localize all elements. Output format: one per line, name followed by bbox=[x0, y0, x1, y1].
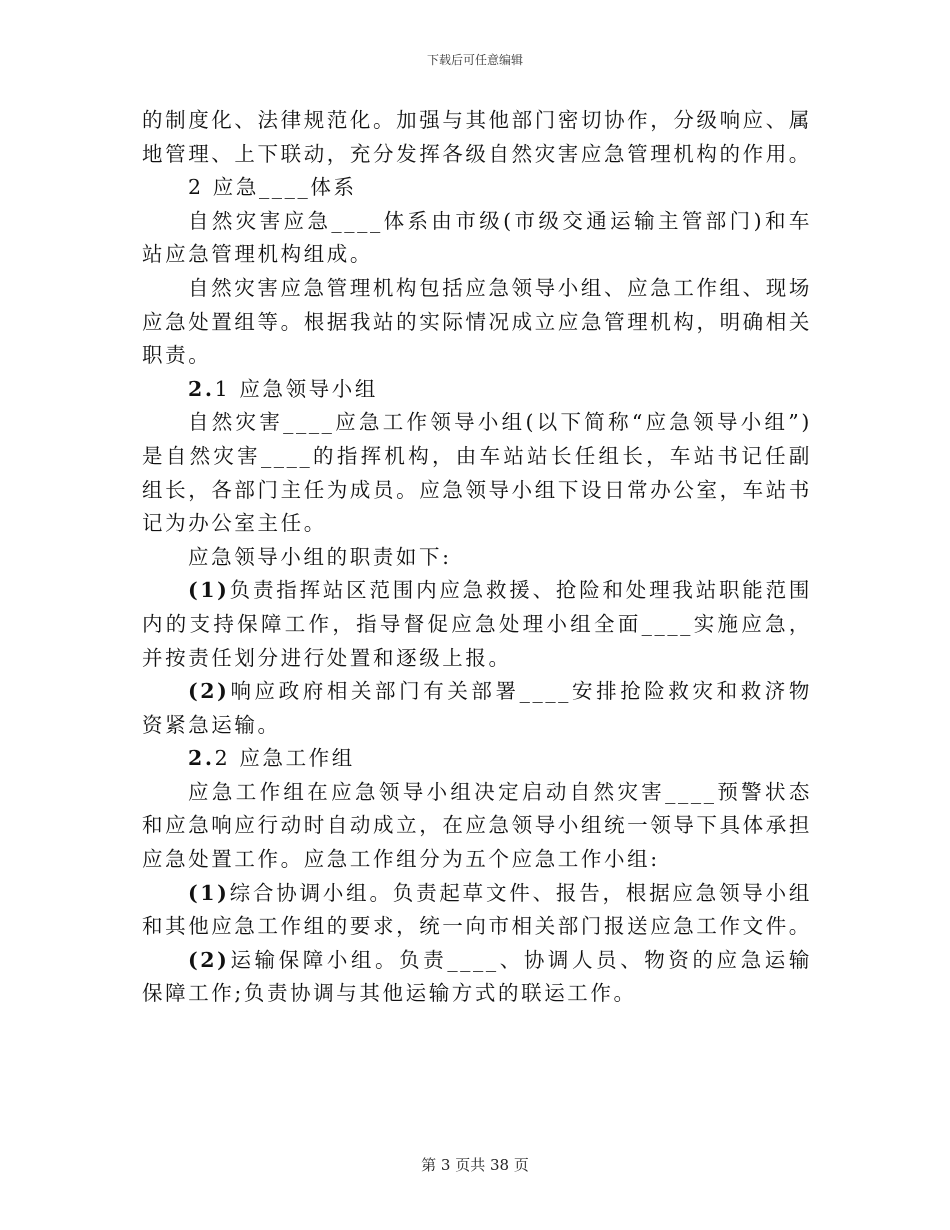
paragraph-1: 的制度化、法律规范化。加强与其他部门密切协作，分级响应、属地管理、上下联动，充分发挥各级自然灾害应急管理机构的作用。 bbox=[142, 108, 812, 166]
page-header bbox=[0, 52, 950, 68]
heading-2-2-text: 2 应急工作组 bbox=[214, 746, 355, 771]
item-number: (2) bbox=[188, 947, 230, 972]
paragraph-4: 自然灾害____应急工作领导小组(以下简称“应急领导小组”)是自然灾害____的指挥机构，由车站站长任组长，车站书记任副组长，各部门主任为成员。应急领导小组下设日常办公室，车站书记为办公室主任。 bbox=[142, 410, 812, 536]
paragraph-10 bbox=[142, 944, 812, 1011]
header-note: 下载后可任意编辑 bbox=[426, 53, 523, 67]
heading-2-2-number: 2. bbox=[188, 746, 215, 771]
paragraph-8: 应急工作组在应急领导小组决定启动自然灾害____预警状态和应急响应行动时自动成立，在应急领导小组统一领导下具体承担应急处置工作。应急工作组分为五个应急工作小组: bbox=[142, 779, 812, 872]
page-number: 第 3 页共 38 页 bbox=[421, 1156, 529, 1174]
item-number: (1) bbox=[188, 578, 230, 603]
item-text: 运输保障小组。负责____、协调人员、物资的应急运输保障工作;负责协调与其他运输方式的联运工作。 bbox=[142, 947, 812, 1006]
paragraph-6 bbox=[142, 574, 812, 675]
heading-2-1-text: 1 应急领导小组 bbox=[214, 376, 378, 401]
paragraph-2: 自然灾害应急____体系由市级(市级交通运输主管部门)和车站应急管理机构组成。 bbox=[142, 208, 812, 267]
item-text: 响应政府相关部门有关部署____安排抢险救灾和救济物资紧急运输。 bbox=[142, 679, 812, 737]
heading-2-2 bbox=[142, 742, 812, 776]
paragraph-7 bbox=[142, 675, 812, 742]
page-footer bbox=[0, 1155, 950, 1175]
paragraph-9 bbox=[142, 877, 812, 944]
item-number: (1) bbox=[188, 880, 230, 905]
item-number: (2) bbox=[188, 679, 230, 704]
document-body bbox=[142, 104, 812, 1011]
item-text: 综合协调小组。负责起草文件、报告，根据应急领导小组和其他应急工作组的要求，统一向市相关部门报送应急工作文件。 bbox=[142, 880, 812, 939]
item-text: 负责指挥站区范围内应急救援、抢险和处理我站职能范围内的支持保障工作，指导督促应急处理小组全面____实施应急，并按责任划分进行处置和逐级上报。 bbox=[142, 578, 812, 670]
heading-2-1 bbox=[142, 373, 812, 407]
paragraph-3: 自然灾害应急管理机构包括应急领导小组、应急工作组、现场应急处置组等。根据我站的实际情况成立应急管理机构，明确相关职责。 bbox=[142, 275, 812, 368]
heading-2: 2 应急____体系 bbox=[188, 175, 357, 200]
paragraph-5: 应急领导小组的职责如下: bbox=[188, 544, 452, 569]
heading-2-1-number: 2. bbox=[188, 376, 215, 401]
